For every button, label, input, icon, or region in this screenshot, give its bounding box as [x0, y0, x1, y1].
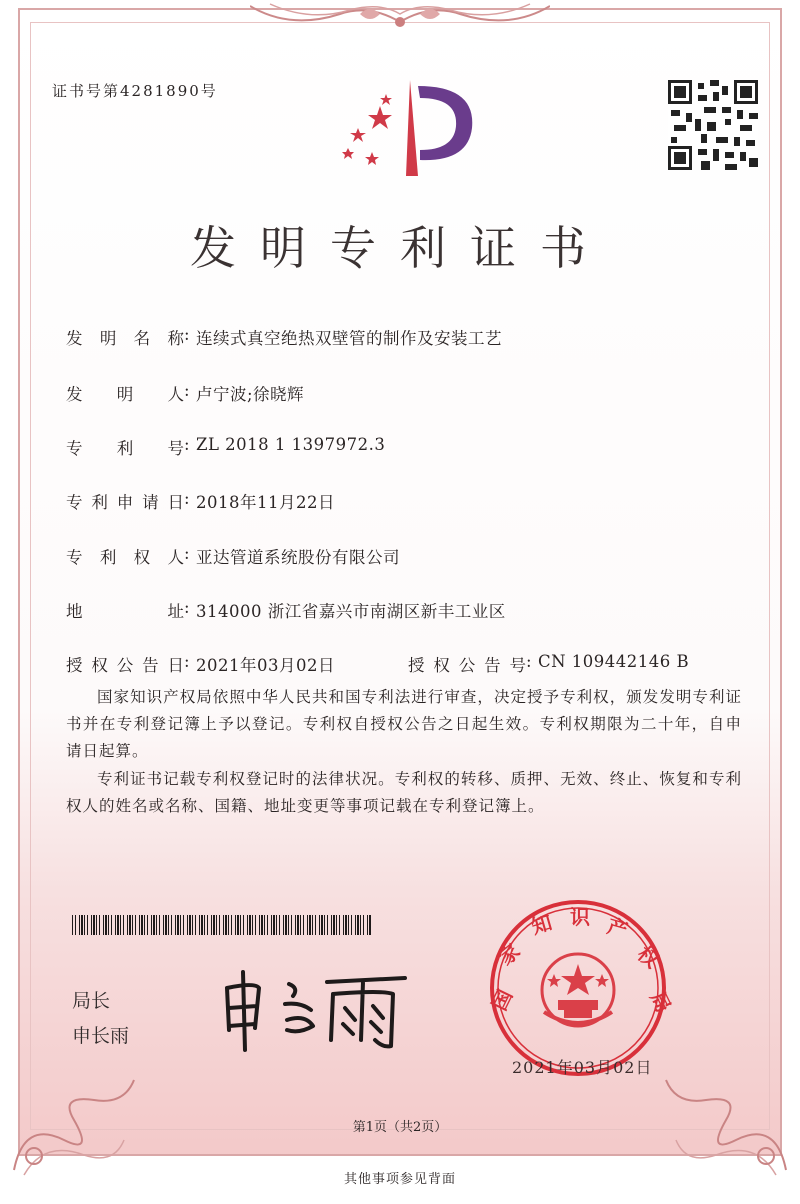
seal-date: 2021年03月02日: [512, 1058, 653, 1077]
field-label: 地址: [66, 602, 184, 621]
field-value: 卢宁波;徐晓辉: [196, 385, 305, 404]
field-invention-name: 发明名称 : 连续式真空绝热双壁管的制作及安装工艺: [66, 325, 502, 348]
svg-text:产: 产: [604, 913, 631, 943]
top-ornament-icon: [250, 0, 550, 34]
certificate-number: 证书号第4281890号: [52, 82, 218, 100]
field-label: 专利号: [66, 439, 184, 458]
cnipa-logo-icon: [336, 76, 476, 182]
svg-text:国: 国: [486, 985, 518, 1015]
field-value: 连续式真空绝热双壁管的制作及安装工艺: [196, 329, 502, 348]
statement-paragraph: 国家知识产权局依照中华人民共和国专利法进行审查，决定授予专利权，颁发发明专利证书并在专利登记簿上予以登记。专利权自授权公告之日起生效。专利权期限为二十年，自申请日起算。: [66, 688, 742, 760]
footer-note: 其他事项参见背面: [343, 1172, 456, 1187]
page-title: 发明专利证书: [190, 221, 610, 275]
official-seal-icon: [478, 900, 678, 1080]
field-patentee: 专利权人 : 亚达管道系统股份有限公司: [66, 544, 400, 567]
field-value: CN 109442146 B: [538, 652, 690, 671]
field-address: 地址 : 314000 浙江省嘉兴市南湖区新丰工业区: [66, 598, 506, 621]
field-application-date: 专利申请日 : 2018年11月22日: [66, 489, 335, 512]
field-inventor: 发明人 : 卢宁波;徐晓辉: [66, 381, 305, 404]
field-value: 2021年03月02日: [196, 656, 335, 675]
handwritten-signature-icon: [215, 964, 415, 1054]
field-label: 发明人: [66, 385, 184, 404]
svg-text:权: 权: [632, 941, 664, 973]
field-label: 专利权人: [66, 548, 184, 567]
page-indicator: 第1页（共2页）: [352, 1120, 448, 1135]
director-title: 局长: [72, 990, 111, 1012]
svg-text:识: 识: [570, 905, 590, 929]
field-grant-number: 授权公告号 : CN 109442146 B: [408, 652, 690, 675]
svg-text:局: 局: [645, 987, 676, 1017]
svg-text:知: 知: [528, 910, 555, 939]
director-name: 申长雨: [72, 1025, 130, 1047]
field-label: 授权公告号: [408, 656, 526, 675]
field-label: 发明名称: [66, 329, 184, 348]
qr-code-icon: [668, 80, 758, 170]
field-label: 授权公告日: [66, 656, 184, 675]
field-grant-date: 授权公告日 : 2021年03月02日: [66, 652, 335, 675]
field-value: 2018年11月22日: [196, 493, 335, 512]
field-value: 亚达管道系统股份有限公司: [196, 548, 400, 567]
field-value: ZL 2018 1 1397972.3: [196, 435, 386, 454]
field-patent-number: 专利号 : ZL 2018 1 1397972.3: [66, 435, 386, 458]
field-label: 专利申请日: [66, 493, 184, 512]
field-value: 314000 浙江省嘉兴市南湖区新丰工业区: [196, 602, 506, 621]
legal-status-paragraph: 专利证书记载专利权登记时的法律状况。专利权的转移、质押、无效、终止、恢复和专利权人的姓名或名称、国籍、地址变更等事项记载在专利登记簿上。: [66, 770, 742, 815]
barcode-icon: [72, 915, 372, 935]
svg-text:家: 家: [493, 938, 525, 970]
